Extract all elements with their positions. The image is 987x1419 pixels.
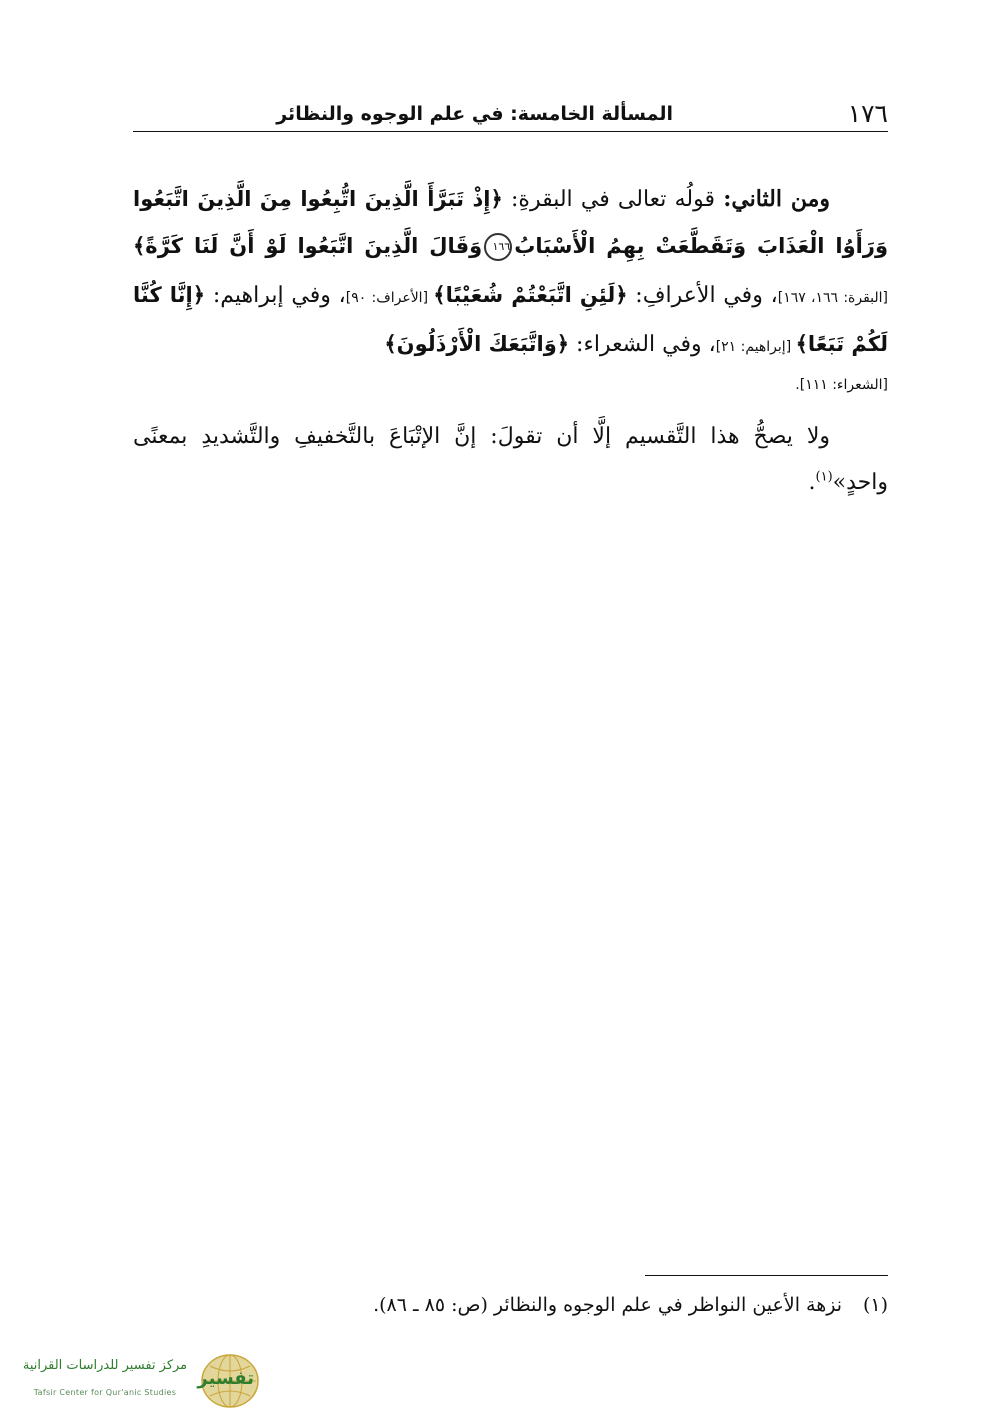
- citation-ibrahim: [إبراهيم: ٢١]: [715, 339, 796, 355]
- quran-verse-araf: ﴿لَئِنِ اتَّبَعْتُمْ شُعَيْبًا﴾: [433, 283, 628, 307]
- footnote-number: (١): [862, 1294, 888, 1316]
- citation-shuara: [الشعراء: ١١١].: [795, 377, 888, 393]
- publisher-logo: [8, 1352, 260, 1410]
- quran-verse-shuara: ﴿وَاتَّبَعَكَ الْأَرْذَلُونَ﴾: [384, 332, 570, 356]
- main-text: [133, 176, 888, 506]
- logo-name-english: Tafsir Center for Qur'anic Studies: [33, 1388, 177, 1397]
- quran-verse-baqarah: ﴿إِذْ تَبَرَّأَ الَّذِينَ اتُّبِعُوا مِنَ الَّذِينَ اتَّبَعُوا وَرَأَوُا الْعَذَابَ وَتَقَطَّعَتْ بِهِمُ الْأَسْبَابُ: [133, 187, 888, 258]
- logo-name-arabic: مركز تفسير للدراسات القرآنية: [22, 1358, 188, 1373]
- intro-text: قولُه تعالى في البقرةِ:: [502, 187, 724, 212]
- lead-phrase: ومن الثاني:: [723, 186, 830, 212]
- quran-verse-ibrahim: ﴿إِنَّا كُنَّا لَكُمْ تَبَعًا﴾: [133, 283, 888, 356]
- connector-text: ، وفي إبراهيم:: [205, 283, 346, 308]
- logo-wordmark: تفسير: [197, 1368, 254, 1389]
- paragraph-examples: [133, 176, 888, 400]
- running-header: [133, 95, 888, 132]
- chapter-title: المسألة الخامسة: في علم الوجوه والنظائر: [276, 103, 673, 125]
- conclusion-text: ولا يصحُّ هذا التَّقسيم إلَّا أن تقولَ: إنَّ الإتْبَاعَ بالتَّخفيفِ والتَّشديدِ بمعنًى واحدٍ»: [133, 424, 888, 495]
- paragraph-conclusion: [133, 414, 888, 506]
- connector-text: ، وفي الأعرافِ:: [627, 283, 778, 308]
- citation-araf: [الأعراف: ٩٠]: [345, 290, 434, 306]
- citation-baqarah: [البقرة: ١٦٦، ١٦٧]: [777, 290, 889, 306]
- footnote-reference[interactable]: (١): [815, 469, 833, 485]
- footnote-separator: [645, 1275, 888, 1276]
- page-number: ١٧٦: [847, 99, 888, 128]
- footnote: [133, 1290, 888, 1320]
- quran-verse-baqarah-2: وَقَالَ الَّذِينَ اتَّبَعُوا لَوْ أَنَّ لَنَا كَرَّةً﴾: [133, 234, 483, 258]
- ayah-number-marker: ١٦٦: [484, 233, 512, 261]
- sentence-end: .: [808, 470, 816, 495]
- footnote-text: نزهة الأعين النواظر في علم الوجوه والنظائر (ص: ٨٥ ـ ٨٦).: [373, 1294, 842, 1316]
- connector-text: ، وفي الشعراء:: [569, 332, 716, 357]
